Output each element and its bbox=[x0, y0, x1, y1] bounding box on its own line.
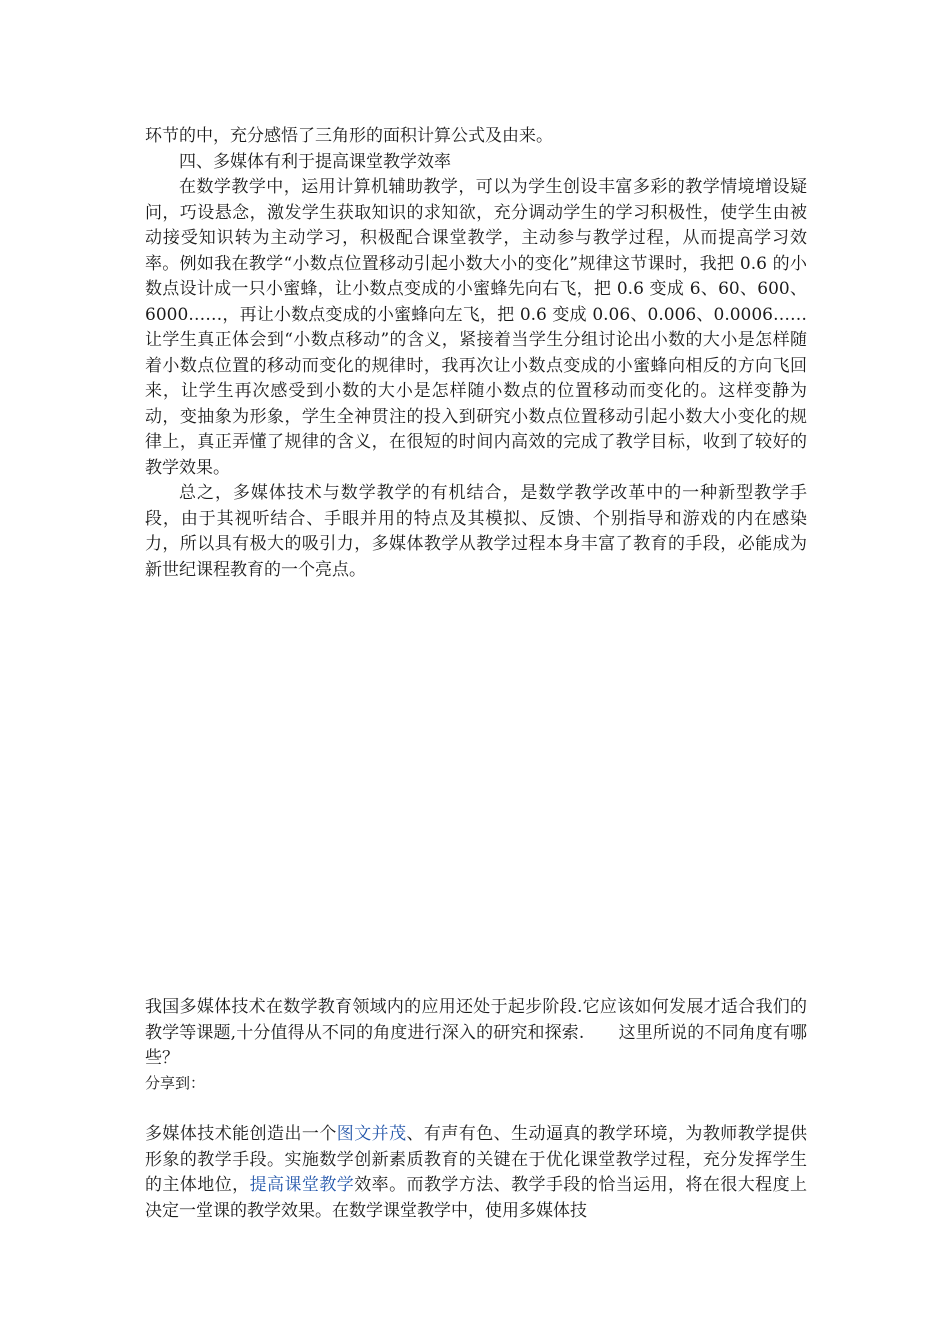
answer-paragraph bbox=[145, 1122, 807, 1224]
section-heading: 四、多媒体有利于提高课堂教学效率 bbox=[179, 151, 451, 172]
answer-text-1: 多媒体技术能创造出一个 bbox=[145, 1124, 337, 1144]
body-paragraph-1: 在数学教学中，运用计算机辅助教学，可以为学生创设丰富多彩的教学情境增设疑问，巧设悬念，激发学生获取知识的求知欲，充分调动学生的学习积极性，使学生由被动接受知识转为主动学习，积极配合课堂教学，主动参与教学过程，从而提高学习效率。例如我在教学“小数点位置移动引起小数大小的变化”规律这节课时，我把 0.6 的小数点设计成一只小蜜蜂，让小数点变成的小蜜蜂先向右飞，把 0.6 变成 6、60、600、6000……，再让小数点变成的小蜜蜂向左飞，把 0.6 变成 0.06、0.006、0.0006……让学生真正体会到“小数点移动”的含义，紧接着当学生分组讨论出小数的大小是怎样随着小数点位置的移动而变化的规律时，我再次让小数点变成的小蜜蜂向相反的方向飞回来，让学生再次感受到小数的大小是怎样随小数点的位置移动而变化的。这样变静为动，变抽象为形象，学生全神贯注的投入到研究小数点位置移动引起小数大小变化的规律上，真正弄懂了规律的含义，在很短的时间内高效的完成了教学目标，收到了较好的教学效果。 bbox=[145, 177, 807, 478]
answer-text-3: 效率。而教学方法、教学手段的恰当运用，将在很大程度上决定一堂课的教学效果。在数学课堂教学中，使用多媒体技 bbox=[145, 1175, 808, 1221]
article-section bbox=[145, 124, 807, 583]
question-block bbox=[145, 995, 807, 1072]
answer-block bbox=[145, 1122, 807, 1224]
share-label: 分享到： bbox=[145, 1074, 206, 1092]
link-tigao-ketang-jiaoxue[interactable]: 提高课堂教学 bbox=[249, 1175, 355, 1195]
answer-text-2: 、有声有色、生动逼真的教学环境，为教师教学提供形象的教学手段。实施数学创新素质教育的关键在于优化课堂教学过程，充分发挥学生的主体地位， bbox=[145, 1124, 808, 1195]
intro-line: 环节的中，充分感悟了三角形的面积计算公式及由来。 bbox=[145, 126, 553, 146]
body-paragraph-2: 总之，多媒体技术与数学教学的有机结合，是数学教学改革中的一种新型教学手段，由于其视听结合、手眼并用的特点及其模拟、反馈、个别指导和游戏的内在感染力，所以具有极大的吸引力，多媒体教学从教学过程本身丰富了教育的手段，必能成为新世纪课程教育的一个亮点。 bbox=[145, 483, 807, 580]
question-text: 我国多媒体技术在数学教育领域内的应用还处于起步阶段.它应该如何发展才适合我们的教学等课题,十分值得从不同的角度进行深入的研究和探索. 这里所说的不同角度有哪些？ bbox=[145, 997, 807, 1068]
link-tuwen-bingmao[interactable]: 图文并茂 bbox=[336, 1124, 407, 1144]
